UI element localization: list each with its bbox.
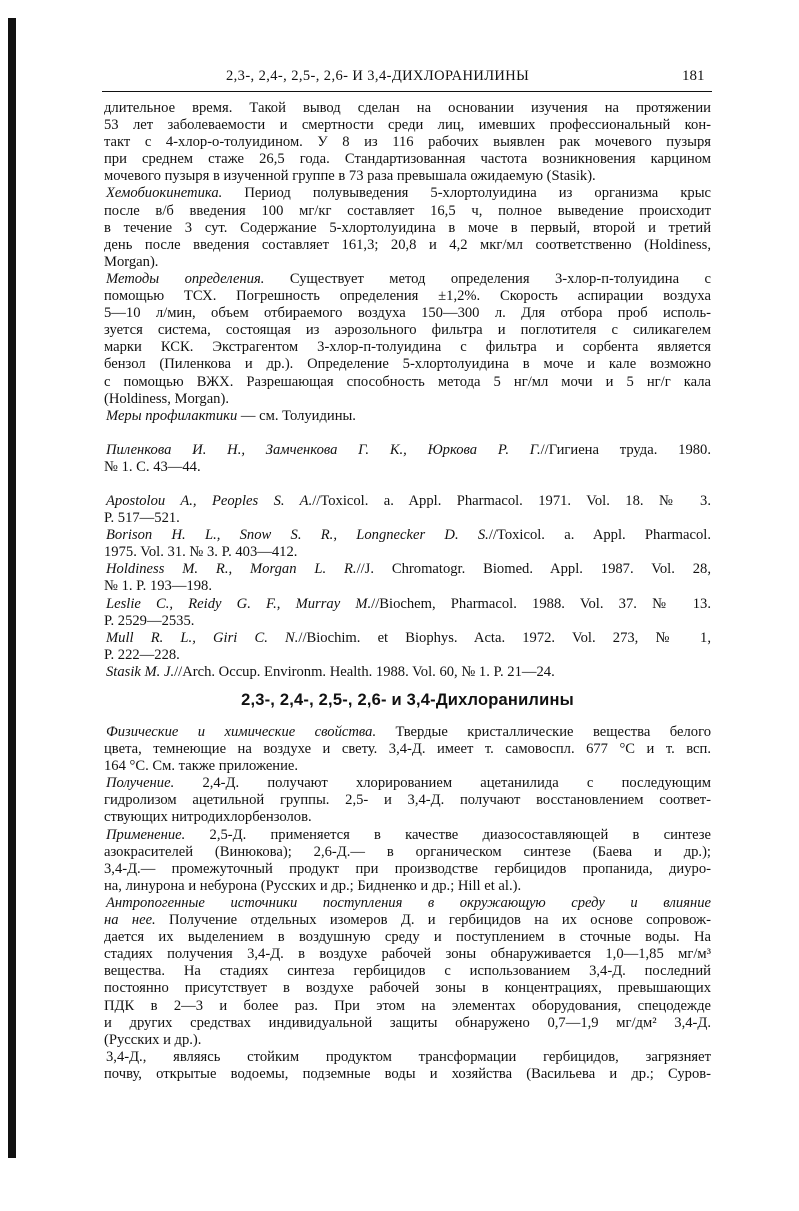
text-line: стадиях получения 3,4-Д. в воздухе рабочей зоны обнаруживается 1,0—1,85 мг/м³ [104, 946, 711, 963]
text-line: ствующих нитродихлорбензолов. [104, 809, 312, 826]
text-line: марки КСК. Экстрагентом 3-хлор-п-толуидина с фильтра и сорбента является [104, 339, 711, 356]
text-line: зуется система, состоящая из аэрозольного фильтра и поглотителя с силикагелем [104, 322, 711, 339]
text-line: Morgan). [104, 253, 159, 270]
text-line: после в/б введения 100 мг/кг составляет 16,5 ч, полное выведение происходит [104, 202, 711, 219]
text-line: Пиленкова И. Н., Замченкова Г. К., Юркова Р. Г.//Гигиена труда. 1980. [106, 441, 711, 458]
text-line: цвета, темнеющие на воздухе и свету. 3,4-Д. имеет т. самовоспл. 677 °С и т. всп. [104, 741, 711, 758]
text-line: мочевого пузыря в изученной группе в 73 раза превышала ожидаемую (Stasik). [104, 168, 596, 185]
text-line: почву, открытые водоемы, подземные воды и хозяйства (Васильева и др.; Суров- [104, 1065, 711, 1082]
section-heading: 2,3-, 2,4-, 2,5-, 2,6- и 3,4-Дихлоранилины [241, 691, 574, 709]
text-line: помощью ТСХ. Погрешность определения ±1,2%. Скорость аспирации воздуха [104, 288, 711, 305]
text-line: Stasik M. J.//Arch. Occup. Environm. Health. 1988. Vol. 60, № 1. P. 21—24. [106, 663, 555, 680]
text-line: Apostolou A., Peoples S. A.//Toxicol. a. Appl. Pharmacol. 1971. Vol. 18. № 3. [106, 492, 711, 509]
italic-lead: Применение. [106, 826, 186, 843]
text-line: в течение 3 сут. Содержание 5-хлортолуидина в моче в первый, второй и третий [104, 219, 711, 236]
text-line: (Holdiness, Morgan). [104, 390, 229, 407]
page-number: 181 [682, 68, 705, 84]
text-line: при среднем стаже 26,5 года. Стандартизованная частота возникновения карцином [104, 151, 711, 168]
text-line: вещества. На стадиях синтеза гербицидов с использованием 3,4-Д. последний [104, 963, 711, 980]
text-line: (Русских и др.). [104, 1031, 202, 1048]
italic-lead: Holdiness M. R., Morgan L. R. [106, 561, 357, 578]
text-line: бензол (Пиленкова и др.). Определение 5-хлортолуидина в моче и кале возможно [104, 356, 711, 373]
text-line: № 1. С. 43—44. [104, 458, 201, 475]
text-line: Применение. 2,5-Д. применяется в качестве диазосоставляющей в синтезе [106, 826, 711, 843]
text-line: № 1. P. 193—198. [104, 578, 212, 595]
text-line: Физические и химические свойства. Твердые кристаллические вещества белого [106, 724, 711, 740]
text-line: 5—10 л/мин, объем отбираемого воздуха 150—300 л. Для отбора проб исполь- [104, 305, 711, 322]
italic-lead: Borison H. L., Snow S. R., Longnecker D. S. [106, 527, 489, 544]
text-line: P. 2529—2535. [104, 612, 195, 629]
references-foreign [104, 493, 711, 681]
text-line: 1975. Vol. 31. № 3. P. 403—412. [104, 544, 298, 561]
page-body [104, 100, 711, 1083]
text-line: Хемобиокинетика. Период полувыведения 5-хлортолуидина из организма крыс [106, 185, 711, 202]
italic-lead: Пиленкова И. Н., Замченкова Г. К., Юркова Р. Г. [106, 441, 541, 458]
text-line: дается их выделением в воздушную среду и поступлением в сточные воды. На [104, 929, 711, 946]
text-line: 3,4-Д., являясь стойким продуктом трансформации гербицидов, загрязняет [106, 1048, 711, 1065]
text-line: 3,4-Д.— промежуточный продукт при производстве гербицидов пропанида, диуро- [104, 860, 711, 877]
italic-lead: Leslie C., Reidy G. F., Murray M. [106, 595, 372, 612]
text-line: Меры профилактики — см. Толуидины. [106, 407, 356, 424]
running-header-title: 2,3-, 2,4-, 2,5-, 2,6- И 3,4-ДИХЛОРАНИЛИНЫ [226, 68, 530, 84]
text-line: 53 лет заболеваемости и смертности среди лиц, имевших профессиональный кон- [104, 117, 711, 134]
text-line: Методы определения. Существует метод определения 3-хлор-п-толуидина с [106, 270, 711, 287]
text-line: Holdiness M. R., Morgan L. R.//J. Chromatogr. Biomed. Appl. 1987. Vol. 28, [106, 561, 711, 578]
italic-lead: Физические и химические свойства. [106, 724, 377, 740]
text-line: P. 222—228. [104, 646, 180, 663]
text-line: ПДК в 2—3 и более раз. При этом на элементах оборудования, спецодежде [104, 997, 711, 1014]
text-line: с помощью ВЖХ. Разрешающая способность метода 5 нг/мл мочи и 5 нг/г кала [104, 373, 711, 390]
italic-lead: Stasik M. J. [106, 663, 175, 680]
references-russian [104, 442, 711, 476]
text-line [104, 895, 711, 912]
book-spine-edge [8, 18, 16, 1158]
text-line: постоянно присутствует в воздухе рабочей зоны в концентрациях, превышающих [104, 980, 711, 997]
text-line: Leslie C., Reidy G. F., Murray M.//Biochem, Pharmacol. 1988. Vol. 37. № 13. [106, 595, 711, 612]
italic-lead: Хемобиокинетика. [106, 185, 223, 202]
text-line: гидролизом ацетильной группы. 2,5- и 3,4-Д. получают восстановлением соответ- [104, 792, 711, 809]
text-line: и других средствах индивидуальной защиты обнаружено 0,7—1,9 мг/дм² 3,4-Д. [104, 1014, 711, 1031]
text-line: Mull R. L., Giri C. N.//Biochim. et Biophys. Acta. 1972. Vol. 273, № 1, [106, 629, 711, 646]
dichloroanilines-article-text [104, 724, 711, 1083]
italic-lead: Меры профилактики [106, 407, 238, 424]
text-line: 164 °С. См. также приложение. [104, 758, 299, 775]
italic-lead: Получение. [106, 775, 175, 792]
text-line: на, линурона и небурона (Русских и др.; Бидненко и др.; Hill et al.). [104, 877, 522, 894]
italic-lead: Методы определения. [106, 270, 265, 287]
italic-lead: Mull R. L., Giri C. N. [106, 629, 299, 646]
text-line: длительное время. Такой вывод сделан на основании изучения на протяжении [104, 100, 711, 116]
text-line: азокрасителей (Винюкова); 2,6-Д.— в органическом синтезе (Баева и др.); [104, 843, 711, 860]
italic-lead: на нее. [104, 912, 156, 929]
italic-lead: Apostolou A., Peoples S. A. [106, 492, 313, 509]
text-line: Получение. 2,4-Д. получают хлорированием ацетанилида с последующим [106, 775, 711, 792]
header-rule [102, 91, 712, 92]
text-line: на нее. Получение отдельных изомеров Д. и гербицидов на их основе сопровож- [104, 912, 711, 929]
text-line: P. 517—521. [104, 510, 180, 527]
text-line: день после введения составляет 161,3; 20,8 и 4,2 мкг/мл соответственно (Holdiness, [104, 236, 711, 253]
italic-lead: Антропогенные источники поступления в окружающую среду и влияние [106, 894, 711, 911]
continued-article-text [104, 100, 711, 425]
running-header [0, 68, 799, 90]
text-line: Borison H. L., Snow S. R., Longnecker D. S.//Toxicol. a. Appl. Pharmacol. [106, 527, 711, 544]
text-line: такт с 4-хлор-о-толуидином. У 8 из 116 рабочих выявлен рак мочевого пузыря [104, 134, 711, 151]
